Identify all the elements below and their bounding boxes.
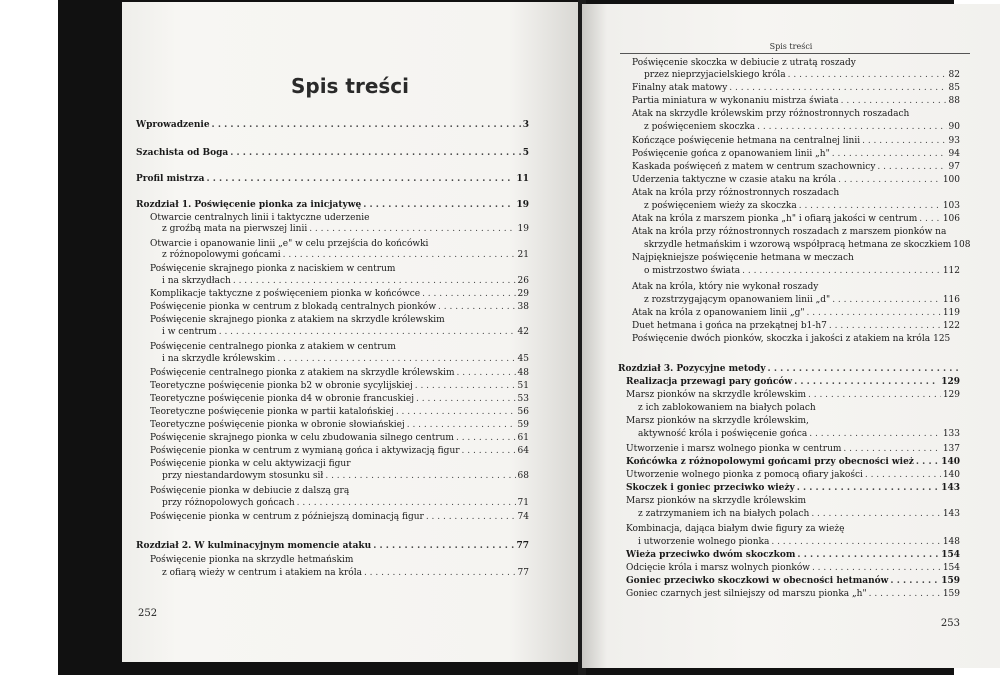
toc-entry-page: 56 [517, 407, 529, 417]
book-spread [58, 0, 971, 675]
toc-entry-page: 71 [517, 498, 529, 508]
toc-entry [162, 354, 529, 365]
toc-entry-page: 38 [517, 302, 529, 312]
toc-entry-subtitle: i utworzenie wolnego pionka [638, 537, 770, 547]
toc-entry-title: Poświęcenie skrajnego pionka z naciskiem w centrum [150, 264, 396, 274]
toc-entry-title: Poświęcenie centralnego pionka z atakiem w centrum [150, 342, 396, 352]
toc-entry-subtitle: i na skrzydłach [162, 276, 231, 286]
toc-entry-page: 93 [948, 136, 960, 146]
toc-entry-title: Rozdział 1. Poświęcenie pionka za inicjatywę [136, 200, 362, 210]
toc-entry-title: Atak na króla z opanowaniem linii „g" [632, 308, 805, 318]
toc-section [626, 483, 960, 494]
toc-entry [638, 429, 960, 440]
toc-entry-subtitle: aktywność króla i poświęcenie gońca [638, 429, 808, 439]
toc-entry-title: Marsz pionków na skrzydle królewskim [626, 390, 807, 400]
toc-entry-page: 51 [517, 381, 529, 391]
toc-entry-subtitle: z ofiarą wieży w centrum i atakiem na króla [162, 568, 362, 578]
toc-entry-title: Partia miniatura w wykonaniu mistrza świata [632, 96, 839, 106]
toc-entry [638, 509, 960, 520]
toc-entry-title: Poświęcenie pionka w centrum z wymianą gońca i aktywizacją figur [150, 446, 460, 456]
toc-entry-title: Goniec czarnych jest silniejszy od marszu pionka „h" [626, 589, 867, 599]
toc-entry-page: 77 [516, 541, 529, 551]
toc-entry-page: 103 [942, 201, 960, 211]
toc-entry-page: 148 [942, 537, 960, 547]
toc-entry-title: Poświęcenie pionka w celu aktywizacji figur [150, 459, 351, 469]
toc-entry [162, 250, 529, 261]
toc-entry [162, 471, 529, 482]
toc-entry [162, 568, 529, 579]
toc-chapter [136, 541, 529, 552]
toc-entry-subtitle: z poświęceniem skoczka [644, 122, 756, 132]
page-number: 252 [138, 608, 158, 619]
toc-entry-title: Rozdział 3. Pozycyjne metody [618, 364, 766, 374]
toc-entry-page: 94 [948, 149, 960, 159]
running-head-rule [620, 53, 970, 54]
toc-entry [626, 589, 960, 600]
toc-entry-title: Końcówka z różnopolowymi gońcami przy obecności wież [626, 457, 914, 467]
toc-entry-page: 77 [517, 568, 529, 578]
toc-section [626, 550, 960, 561]
toc-entry [632, 214, 960, 225]
toc-entry-page: 85 [948, 83, 960, 93]
toc-entry [644, 122, 960, 133]
toc-entry-title: Poświęcenie pionka w centrum z późniejszą dominacją figur [150, 512, 424, 522]
toc-entry-page: 129 [941, 377, 960, 387]
toc-entry-title: Wieża przeciwko dwóm skoczkom [626, 550, 796, 560]
toc-entry-page: 159 [942, 589, 960, 599]
toc-entry-page: 26 [517, 276, 529, 286]
toc-entry [162, 224, 529, 235]
toc-entry-title: Poświęcenie skoczka w debiucie z utratą roszady [632, 58, 856, 68]
toc-entry-page: 45 [517, 354, 529, 364]
toc-entry [632, 149, 960, 160]
toc-entry-page: 112 [942, 266, 960, 276]
toc-entry-page: 42 [517, 327, 529, 337]
toc-entry-title: Uderzenia taktyczne w czasie ataku na króla [632, 175, 837, 185]
toc-entry [626, 563, 960, 574]
toc-entry [626, 470, 960, 481]
toc-entry-page: 125 [933, 334, 951, 344]
toc-entry-subtitle: skrzydle hetmańskim i wzorową współpracą hetmana ze skoczkiem [644, 240, 952, 250]
toc-entry-title: Kaskada poświęceń z matem w centrum szachownicy [632, 162, 876, 172]
toc-entry-subtitle: z zatrzymaniem ich na białych polach [638, 509, 810, 519]
toc-entry-page: 64 [517, 446, 529, 456]
toc-entry-page: 140 [941, 457, 960, 467]
running-head: Spis treści [769, 42, 813, 51]
toc-entry-title: Skoczek i goniec przeciwko wieży [626, 483, 795, 493]
toc-entry-page: 100 [942, 175, 960, 185]
toc-entry-page: 119 [942, 308, 960, 318]
toc-entry-title: Poświęcenie dwóch pionków, skoczka i jakości z atakiem na króla [632, 334, 931, 344]
toc-entry-title: Marsz pionków na skrzydle królewskim [626, 496, 807, 506]
toc-section [626, 576, 960, 587]
toc-entry-page: 154 [942, 563, 960, 573]
toc-entry-title: Atak na króla z marszem pionka „h" i ofiarą jakości w centrum [632, 214, 918, 224]
toc-entry-title: Poświęcenie pionka w centrum z blokadą centralnych pionków [150, 302, 437, 312]
toc-entry [150, 512, 529, 523]
toc-entry [632, 136, 960, 147]
toc-entry-subtitle: o mistrzostwo świata [644, 266, 741, 276]
toc-entry-subtitle: z różnopolowymi gońcami [162, 250, 281, 260]
toc-entry-title: Komplikacje taktyczne z poświęceniem pionka w końcówce [150, 289, 421, 299]
toc-entry-page: 48 [517, 368, 529, 378]
toc-entry [150, 381, 529, 392]
toc-entry-title: Kombinacja, dająca białym dwie figury za wieżę [626, 524, 845, 534]
toc-entry-title: Poświęcenie pionka w debiucie z dalszą grą [150, 486, 350, 496]
right-page [582, 4, 1000, 668]
toc-entry-subtitle: z groźbą mata na pierwszej linii [162, 224, 308, 234]
toc-entry [644, 266, 960, 277]
toc-entry-title: Najpiękniejsze poświęcenie hetmana w meczach [632, 253, 854, 263]
toc-entry-subtitle: i na skrzydle królewskim [162, 354, 276, 364]
toc-entry [638, 537, 960, 548]
toc-entry-title: Poświęcenie centralnego pionka z atakiem na skrzydle królewskim [150, 368, 455, 378]
toc-entry-title: Marsz pionków na skrzydle królewskim, [626, 416, 809, 426]
toc-entry-title: Finalny atak matowy [632, 83, 728, 93]
toc-entry-title: Poświęcenie skrajnego pionka w celu zbudowania silnego centrum [150, 433, 454, 443]
left-page [122, 2, 578, 662]
toc-entry-page: 88 [948, 96, 960, 106]
toc-section [626, 457, 960, 468]
toc-entry-page: 29 [517, 289, 529, 299]
toc-entry-page: 11 [516, 174, 529, 184]
toc-entry-subtitle: przez nieprzyjacielskiego króla [644, 70, 786, 80]
toc-entry-subtitle: przy niestandardowym stosunku sił [162, 471, 324, 481]
toc-entry-subtitle: i w centrum [162, 327, 217, 337]
toc-entry-page: 122 [942, 321, 960, 331]
toc-entry-page: 129 [942, 390, 960, 400]
toc-entry-page: 159 [941, 576, 960, 586]
toc-entry [150, 407, 529, 418]
toc-entry-title: Otwarcie centralnych linii i taktyczne uderzenie [150, 213, 370, 223]
toc-entry [632, 321, 960, 332]
toc-entry [150, 446, 529, 457]
toc-entry-page: 154 [941, 550, 960, 560]
toc-entry [632, 162, 960, 173]
toc-entry [136, 148, 529, 159]
toc-entry-page: 19 [516, 200, 529, 210]
toc-entry-page: 90 [948, 122, 960, 132]
toc-entry-page: 68 [517, 471, 529, 481]
toc-entry-page: 59 [517, 420, 529, 430]
toc-entry-page: 116 [942, 295, 960, 305]
toc-entry-page: 108 [953, 240, 971, 250]
toc-entry [136, 174, 529, 185]
toc-entry [150, 368, 529, 379]
toc-entry-title: Odcięcie króla i marsz wolnych pionków [626, 563, 810, 573]
toc-entry-title: Atak na króla przy różnostronnych roszadach z marszem pionków na [632, 227, 947, 237]
toc-entry-subtitle: przy różnopolowych gońcach [162, 498, 295, 508]
page-number: 253 [940, 618, 960, 629]
toc-entry-title: Teoretyczne poświęcenie pionka b2 w obronie sycylijskiej [150, 381, 413, 391]
toc-entry [136, 120, 529, 131]
toc-entry-page: 82 [948, 70, 960, 80]
toc-entry [644, 201, 960, 212]
toc-entry-page: 97 [948, 162, 960, 172]
toc-entry [644, 295, 960, 306]
toc-entry-title: Kończące poświęcenie hetmana na centralnej linii [632, 136, 861, 146]
toc-entry-page: 133 [942, 429, 960, 439]
toc-chapter [618, 364, 960, 375]
toc-entry-subtitle: z rozstrzygającym opanowaniem linii „d" [644, 295, 831, 305]
toc-entry-title: Duet hetmana i gońca na przekątnej b1-h7 [632, 321, 827, 331]
toc-entry-title: Szachista od Boga [136, 148, 229, 158]
toc-entry [162, 276, 529, 287]
toc-entry [150, 420, 529, 431]
toc-entry [150, 289, 529, 300]
toc-entry [632, 83, 960, 94]
toc-entry [150, 302, 529, 313]
toc-entry-title: Teoretyczne poświęcenie pionka d4 w obronie francuskiej [150, 394, 414, 404]
toc-entry-page: 143 [941, 483, 960, 493]
toc-entry [162, 327, 529, 338]
toc-entry-title: Poświęcenie gońca z opanowaniem linii „h" [632, 149, 830, 159]
toc-entry-title: Poświęcenie pionka na skrzydle hetmańskim [150, 555, 354, 565]
toc-entry-title: Teoretyczne poświęcenie pionka w obronie słowiańskiej [150, 420, 405, 430]
toc-entry-title: Utworzenie wolnego pionka z pomocą ofiary jakości [626, 470, 863, 480]
toc-entry-title: Profil mistrza [136, 174, 205, 184]
toc-entry-subtitle: z ich zablokowaniem na białych polach [638, 403, 816, 413]
toc-entry-title: Utworzenie i marsz wolnego pionka w centrum [626, 444, 842, 454]
toc-entry-title: Atak na króla przy różnostronnych roszadach [632, 188, 840, 198]
toc-entry-page: 3 [522, 120, 529, 130]
toc-entry [632, 308, 960, 319]
toc-chapter [136, 200, 529, 211]
toc-entry-page: 21 [517, 250, 529, 260]
toc-entry-page: 106 [942, 214, 960, 224]
toc-entry-subtitle: z poświęceniem wieży za skoczka [644, 201, 797, 211]
toc-entry [632, 96, 960, 107]
toc-entry [150, 394, 529, 405]
toc-entry-title: Teoretyczne poświęcenie pionka w partii katalońskiej [150, 407, 394, 417]
toc-entry [632, 175, 960, 186]
toc-entry [626, 390, 960, 401]
toc-entry-title: Atak na króla, który nie wykonał roszady [632, 282, 819, 292]
page-title: Spis treści [290, 74, 410, 98]
toc-entry-page: 19 [517, 224, 529, 234]
toc-entry-title: Otwarcie i opanowanie linii „e" w celu przejścia do końcówki [150, 239, 429, 249]
toc-entry [162, 498, 529, 509]
toc-entry-title: Goniec przeciwko skoczkowi w obecności hetmanów [626, 576, 889, 586]
toc-entry [644, 70, 960, 81]
toc-entry-page: 143 [942, 509, 960, 519]
toc-entry-page: 61 [517, 433, 529, 443]
toc-entry-title: Realizacja przewagi pary gońców [626, 377, 793, 387]
toc-entry-title: Atak na skrzydle królewskim przy różnostronnych roszadach [632, 109, 910, 119]
toc-entry-page: 53 [517, 394, 529, 404]
toc-entry [150, 433, 529, 444]
toc-entry [632, 334, 960, 345]
toc-entry-title: Poświęcenie skrajnego pionka z atakiem na skrzydle królewskim [150, 315, 445, 325]
toc-entry-title: Wprowadzenie [136, 120, 210, 130]
toc-entry-title: Rozdział 2. W kulminacyjnym momencie ataku [136, 541, 372, 551]
toc-entry [626, 444, 960, 455]
toc-entry-page: 74 [517, 512, 529, 522]
toc-entry-page: 140 [942, 470, 960, 480]
toc-section [626, 377, 960, 388]
toc-entry-page: 137 [942, 444, 960, 454]
toc-entry-page: 5 [522, 148, 529, 158]
toc-entry [644, 240, 971, 251]
